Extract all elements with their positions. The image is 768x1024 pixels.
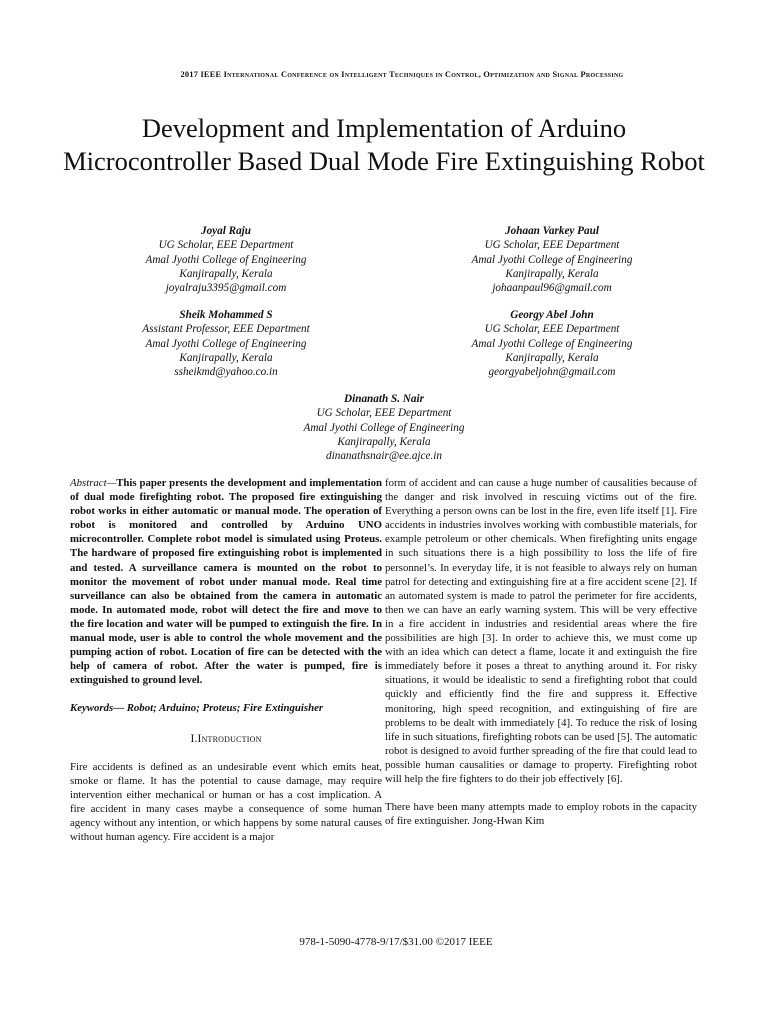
author-block-3 [96, 308, 356, 379]
author-block-5 [254, 392, 514, 463]
author-location: Kanjirapally, Kerala [505, 267, 599, 280]
intro-paragraph-1-continued: form of accident and can cause a huge number of causalities because of the danger and risk involved in rescuing victims out of the fire. Everything a person owns can be lost in the fire, even life itself [1]. Fire accidents in industries involves working with combustible materials, for example petroleum or other chemicals. When firefighting units engage in such situations there is a high possibility to loss the life of fire personnel’s. In everyday life, it is not feasible to always rely on human patrol for detecting and extinguishing fire at a fire accident scene [2]. If an automated system is made to patrol the perimeter for fire accidents, then we can have an early warning system. This will be very effective in a fire accident in industries and residential areas where the fire possibilities are high [3]. In order to achieve this, we must come up with an idea which can detect a flame, locate it and extinguish the fire immediately before it poses a threat to anything around it. For risky situations, it would be idealistic to send a firefighting robot that could quickly and efficiently find the fire and suppress it. Effective monitoring, high speed recognition, and extinguishing of fire are problems to be dealt with immediately [4]. To reduce the risk of losing life in such situations, firefighting robots can be used [5]. The automatic robot is designed to avoid further spreading of the fire that could lead to possible human causalities or damage to property. Firefighting robot will help the fire fighters to do their job effectively [6]. [385, 477, 697, 785]
paper-title: Development and Implementation of Arduino Microcontroller Based Dual Mode Fire Extinguishing Robot [63, 113, 705, 176]
author-role: UG Scholar, EEE Department [484, 323, 620, 336]
author-role: UG Scholar, EEE Department [316, 407, 452, 420]
author-email: ssheikmd@yahoo.co.in [174, 366, 278, 379]
keywords-label: Keywords— [70, 702, 124, 715]
author-institution: Amal Jyothi College of Engineering [471, 337, 633, 350]
author-email: georgyabeljohn@gmail.com [488, 366, 616, 379]
author-block-2 [422, 224, 682, 295]
keywords [70, 701, 382, 715]
author-name: Georgy Abel John [510, 309, 594, 321]
author-location: Kanjirapally, Kerala [179, 267, 273, 280]
conference-header: 2017 IEEE International Conference on Intelligent Techniques in Control, Optimization and Signal Processing [180, 70, 624, 79]
author-institution: Amal Jyothi College of Engineering [145, 253, 307, 266]
author-institution: Amal Jyothi College of Engineering [303, 421, 465, 434]
author-email: dinanathsnair@ee.ajce.in [326, 450, 442, 463]
author-institution: Amal Jyothi College of Engineering [145, 337, 307, 350]
section-number: I. [190, 732, 198, 745]
author-name: Dinanath S. Nair [344, 393, 424, 405]
keywords-text: Robot; Arduino; Proteus; Fire Extinguisher [126, 702, 324, 715]
right-column [385, 476, 697, 828]
author-location: Kanjirapally, Kerala [179, 351, 273, 364]
author-name: Johaan Varkey Paul [505, 225, 599, 237]
author-block-4 [422, 308, 682, 379]
copyright-footer: 978-1-5090-4778-9/17/$31.00 ©2017 IEEE [299, 936, 493, 948]
author-name: Sheik Mohammed S [179, 309, 273, 321]
author-email: joyalraju3395@gmail.com [165, 282, 287, 295]
abstract-text: This paper presents the development and implementation of dual mode firefighting robot. The proposed fire extinguishing robot works in either automatic or manual mode. The operation of robot is monitored and controlled by Arduino UNO microcontroller. Complete robot model is simulated using Proteus. The hardware of proposed fire extinguishing robot is implemented and tested. A surveillance camera is mounted on the robot to monitor the movement of robot under manual mode. Real time surveillance can also be obtained from the camera in automatic mode. In automated mode, robot will detect the fire and move to the fire location and water will be pumped to extinguish the fire. In manual mode, user is able to control the whole movement and the pumping action of robot. Location of fire can be detected with the help of camera of robot. After the water is pumped, fire is extinguished to ground level. [70, 477, 382, 687]
author-role: UG Scholar, EEE Department [158, 239, 294, 252]
author-institution: Amal Jyothi College of Engineering [471, 253, 633, 266]
author-role: UG Scholar, EEE Department [484, 239, 620, 252]
author-location: Kanjirapally, Kerala [337, 435, 431, 448]
abstract [70, 476, 382, 687]
author-name: Joyal Raju [200, 225, 252, 237]
intro-paragraph-2: There have been many attempts made to employ robots in the capacity of fire extinguisher. Jong-Hwan Kim [385, 801, 697, 828]
author-role: Assistant Professor, EEE Department [142, 323, 310, 336]
left-column [70, 476, 382, 844]
section-title: Introduction [197, 732, 262, 745]
abstract-label: Abstract— [70, 477, 117, 489]
section-heading-introduction [70, 732, 382, 746]
author-location: Kanjirapally, Kerala [505, 351, 599, 364]
author-block-1 [96, 224, 356, 295]
intro-paragraph-1: Fire accidents is defined as an undesirable event which emits heat, smoke or flame. It has the potential to cause damage, may require intervention either mechanical or human or has a cost implication. A fire accident in many cases maybe a consequence of some human agency without any intention, or which happens by some natural causes without human agency. Fire accident is a major [70, 760, 382, 844]
author-email: johaanpaul96@gmail.com [492, 282, 612, 295]
